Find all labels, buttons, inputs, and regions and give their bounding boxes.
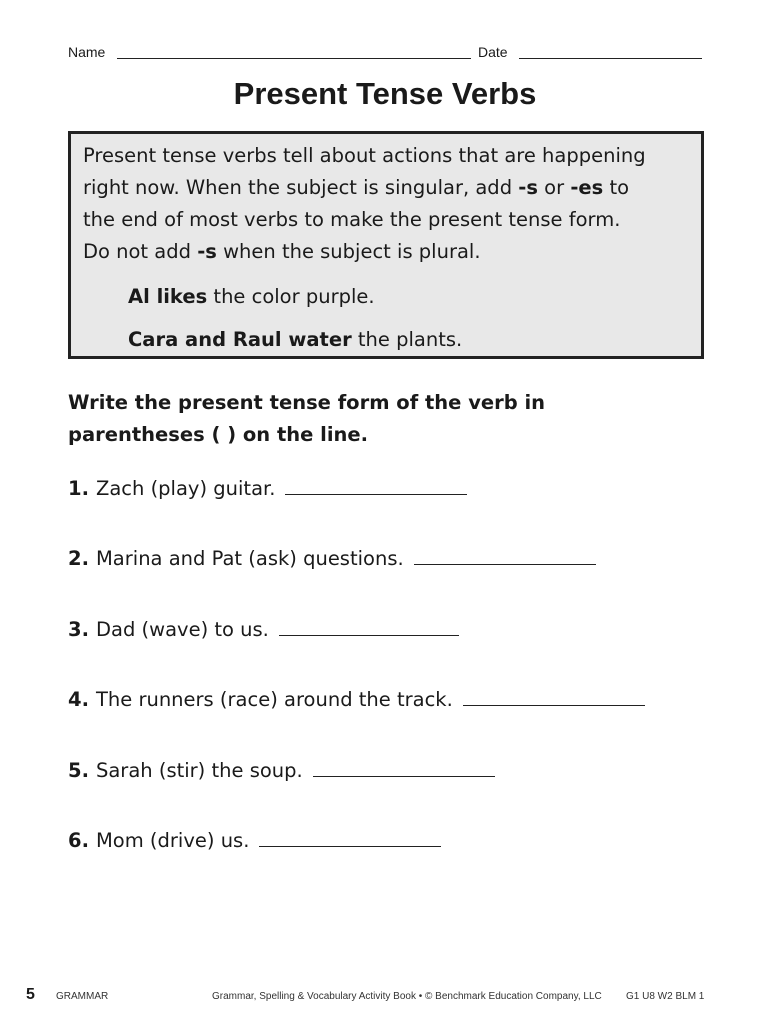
item-number: 5. [68,759,89,782]
item-text: Mom (drive) us. [95,829,250,852]
rule-line [83,239,481,265]
bold-text: -s [197,240,217,263]
page-number: 5 [26,986,35,1003]
bold-text: -es [570,176,604,199]
text-run: when the subject is plural. [216,240,481,263]
exercise-item [68,687,645,713]
answer-line[interactable] [313,758,495,777]
text-run: or [537,176,571,199]
answer-line[interactable] [285,476,467,495]
section-label: GRAMMAR [56,991,109,1002]
exercise-item [68,758,495,784]
example-sentence [128,327,462,353]
bold-text: -s [518,176,538,199]
text-run: the color purple. [207,285,375,308]
answer-line[interactable] [414,546,596,565]
name-line[interactable] [117,58,471,59]
rule-line [83,175,629,201]
bold-text: Cara and Raul water [128,328,352,351]
answer-line[interactable] [279,617,459,636]
date-label: Date [478,44,508,60]
item-text: Sarah (stir) the soup. [95,759,303,782]
example-sentence [128,284,375,310]
exercise-item [68,828,441,854]
rule-box [68,131,704,359]
rule-line [83,207,620,233]
text-run: to [603,176,630,199]
text-run: the end of most verbs to make the present tense form. [83,208,621,231]
item-text: Marina and Pat (ask) questions. [95,547,404,570]
item-text: The runners (race) around the track. [95,688,453,711]
item-text: Zach (play) guitar. [95,477,276,500]
text-run: the plants. [351,328,463,351]
answer-line[interactable] [259,828,441,847]
bold-text: Al likes [128,285,208,308]
instructions-line: Write the present tense form of the verb in [68,391,546,414]
worksheet-code: G1 U8 W2 BLM 1 [626,991,705,1002]
text-run: Present tense verbs tell about actions that are happening [83,144,646,167]
page-footer [0,986,770,1008]
item-text: Dad (wave) to us. [95,618,269,641]
item-number: 4. [68,688,89,711]
copyright-credit: Grammar, Spelling & Vocabulary Activity Book • © Benchmark Education Company, LLC [212,991,602,1002]
name-date-row [68,43,702,63]
text-run: Do not add [83,240,198,263]
item-number: 2. [68,547,89,570]
answer-line[interactable] [463,687,645,706]
exercise-item [68,617,459,643]
item-number: 3. [68,618,89,641]
name-label: Name [68,44,106,60]
page-title: Present Tense Verbs [233,76,537,111]
item-number: 6. [68,829,89,852]
text-run: right now. When the subject is singular, add [83,176,519,199]
item-number: 1. [68,477,89,500]
exercise-item [68,546,596,572]
date-line[interactable] [519,58,702,59]
instructions-line: parentheses ( ) on the line. [68,423,369,446]
rule-line [83,143,646,169]
exercise-item [68,476,467,502]
